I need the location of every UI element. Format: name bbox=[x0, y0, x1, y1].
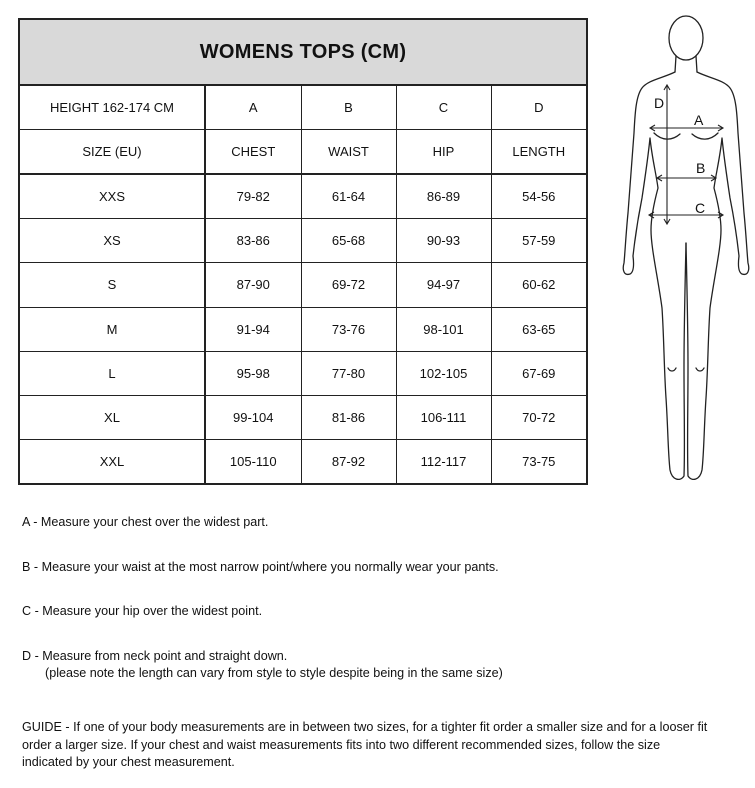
waist-cell: 77-80 bbox=[301, 351, 396, 395]
table-row bbox=[19, 263, 587, 307]
note-waist: B - Measure your waist at the most narrow point/where you normally wear your pants. bbox=[22, 560, 499, 574]
hip-cell: 112-117 bbox=[396, 440, 491, 485]
hip-cell: 86-89 bbox=[396, 174, 491, 219]
note-length-main: D - Measure from neck point and straight down. bbox=[22, 649, 288, 663]
chest-cell: 99-104 bbox=[205, 395, 301, 439]
header-height: HEIGHT 162-174 CM bbox=[19, 85, 205, 130]
header-b: B bbox=[301, 85, 396, 130]
header-a: A bbox=[205, 85, 301, 130]
size-chart-table bbox=[18, 18, 588, 485]
table-row bbox=[19, 351, 587, 395]
head-outline bbox=[669, 16, 703, 60]
length-cell: 60-62 bbox=[491, 263, 587, 307]
size-cell: XXL bbox=[19, 440, 205, 485]
header-chest: CHEST bbox=[205, 130, 301, 175]
chest-cell: 87-90 bbox=[205, 263, 301, 307]
header-c: C bbox=[396, 85, 491, 130]
chest-cell: 95-98 bbox=[205, 351, 301, 395]
label-d: D bbox=[654, 95, 665, 111]
header-d: D bbox=[491, 85, 587, 130]
header-waist: WAIST bbox=[301, 130, 396, 175]
waist-cell: 65-68 bbox=[301, 219, 396, 263]
size-cell: XXS bbox=[19, 174, 205, 219]
table-row bbox=[19, 219, 587, 263]
waist-cell: 69-72 bbox=[301, 263, 396, 307]
size-cell: M bbox=[19, 307, 205, 351]
header-hip: HIP bbox=[396, 130, 491, 175]
chest-cell: 105-110 bbox=[205, 440, 301, 485]
label-a: A bbox=[694, 112, 704, 128]
waist-cell: 87-92 bbox=[301, 440, 396, 485]
note-chest: A - Measure your chest over the widest part. bbox=[22, 515, 269, 529]
length-cell: 70-72 bbox=[491, 395, 587, 439]
label-b: B bbox=[696, 160, 706, 176]
hip-cell: 94-97 bbox=[396, 263, 491, 307]
note-hip: C - Measure your hip over the widest point. bbox=[22, 604, 263, 618]
waist-cell: 73-76 bbox=[301, 307, 396, 351]
table-row bbox=[19, 395, 587, 439]
size-cell: S bbox=[19, 263, 205, 307]
table-row bbox=[19, 440, 587, 485]
length-cell: 63-65 bbox=[491, 307, 587, 351]
header-length: LENGTH bbox=[491, 130, 587, 175]
label-c: C bbox=[695, 200, 706, 216]
knee-outline bbox=[668, 368, 704, 371]
length-cell: 67-69 bbox=[491, 351, 587, 395]
size-cell: XS bbox=[19, 219, 205, 263]
table-row bbox=[19, 174, 587, 219]
header-size: SIZE (EU) bbox=[19, 130, 205, 175]
waist-cell: 81-86 bbox=[301, 395, 396, 439]
chest-cell: 79-82 bbox=[205, 174, 301, 219]
note-length-sub: (please note the length can vary from style to style despite being in the same size) bbox=[45, 666, 503, 680]
hip-cell: 90-93 bbox=[396, 219, 491, 263]
length-cell: 57-59 bbox=[491, 219, 587, 263]
waist-cell: 61-64 bbox=[301, 174, 396, 219]
hip-cell: 106-111 bbox=[396, 395, 491, 439]
sizing-guide: GUIDE - If one of your body measurements are in between two sizes, for a tighter fit order a smaller size and for a looser fit order a larger size. If your chest and waist measurements fits into two different recommended sizes, follow the size indicated by your chest measurement. bbox=[22, 720, 708, 769]
note-length bbox=[22, 648, 503, 682]
chart-title: WOMENS TOPS (CM) bbox=[19, 19, 587, 85]
chest-cell: 83-86 bbox=[205, 219, 301, 263]
length-cell: 73-75 bbox=[491, 440, 587, 485]
size-cell: XL bbox=[19, 395, 205, 439]
body-measurement-figure bbox=[618, 8, 754, 488]
hip-cell: 98-101 bbox=[396, 307, 491, 351]
table-row bbox=[19, 307, 587, 351]
length-cell: 54-56 bbox=[491, 174, 587, 219]
hip-cell: 102-105 bbox=[396, 351, 491, 395]
size-cell: L bbox=[19, 351, 205, 395]
chest-outline bbox=[654, 133, 718, 139]
chest-cell: 91-94 bbox=[205, 307, 301, 351]
